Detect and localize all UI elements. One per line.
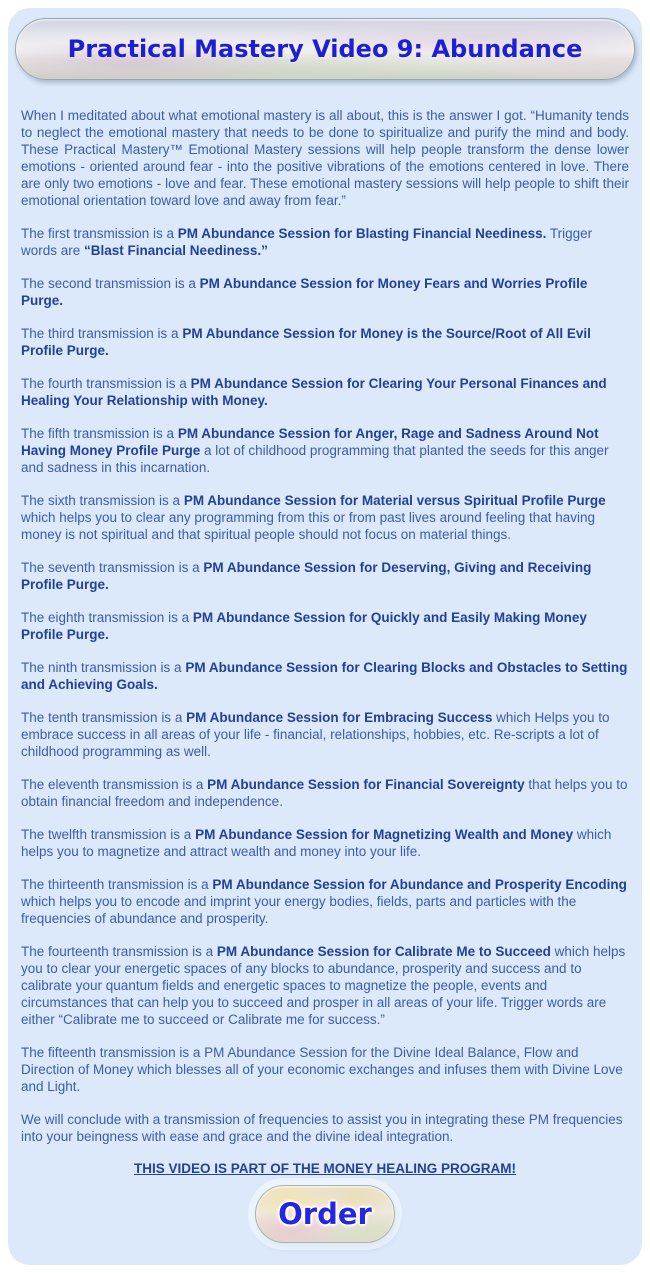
paragraph: When I meditated about what emotional mastery is all about, this is the answer I got. “Humanity tends to neglect the emotional mastery that needs to be done to spiritualize and purify the mind and body. These Practical Mastery™ Emotional Mastery sessions will help people transform the dense lower emotions - oriented around fear - into the positive vibrations of the emotions centered in love. There are only two emotions - love and fear. These emotional mastery sessions will help people to shift their emotional orientation toward love and away from fear.” [21,108,629,208]
paragraph: The thirteenth transmission is a PM Abundance Session for Abundance and Prosperity Encoding which helps you to encode and imprint your energy bodies, fields, parts and particles with the frequencies of abundance and prosperity. [21,877,627,926]
paragraph: We will conclude with a transmission of frequencies to assist you in integrating these PM frequencies into your beingness with ease and grace and the divine ideal integration. [21,1112,623,1144]
header-banner [15,18,635,80]
paragraph: The second transmission is a PM Abundance Session for Money Fears and Worries Profile Purge. [21,276,588,308]
paragraph: The eleventh transmission is a PM Abundance Session for Financial Sovereignty that helps you to obtain financial freedom and independence. [21,777,628,809]
content-card [8,8,642,1265]
order-button[interactable] [255,1185,395,1243]
program-notice: THIS VIDEO IS PART OF THE MONEY HEALING PROGRAM! [133,1161,517,1176]
paragraph: The fifteenth transmission is a PM Abundance Session for the Divine Ideal Balance, Flow and Direction of Money which blesses all of your economic exchanges and infuses them with Divine Love and Light. [21,1045,623,1094]
page-title: Practical Mastery Video 9: Abundance [67,35,583,63]
body-paragraphs [8,80,642,1145]
paragraph: The ninth transmission is a PM Abundance Session for Clearing Blocks and Obstacles to Setting and Achieving Goals. [21,660,628,692]
paragraph: The eighth transmission is a PM Abundance Session for Quickly and Easily Making Money Profile Purge. [21,610,587,642]
order-row [8,1185,642,1243]
paragraph: The fourth transmission is a PM Abundance Session for Clearing Your Personal Finances and Healing Your Relationship with Money. [21,376,607,408]
paragraph: The seventh transmission is a PM Abundance Session for Deserving, Giving and Receiving Profile Purge. [21,560,592,592]
paragraph: The tenth transmission is a PM Abundance Session for Embracing Success which Helps you to embrace success in all areas of your life - financial, relationships, hobbies, etc. Re-scripts a lot of childhood programming as well. [21,710,610,759]
paragraph: The fifth transmission is a PM Abundance Session for Anger, Rage and Sadness Around Not Having Money Profile Purge a lot of childhood programming that planted the seeds for this anger and sadness in this incarnation. [21,426,609,475]
paragraph: The first transmission is a PM Abundance Session for Blasting Financial Neediness. Trigger words are “Blast Financial Neediness.” [21,226,593,258]
paragraph: The fourteenth transmission is a PM Abundance Session for Calibrate Me to Succeed which helps you to clear your energetic spaces of any blocks to abundance, prosperity and success and to calibrate your quantum fields and energetic spaces to magnetize the people, events and circumstances that can help you to succeed and prosper in all areas of your life. Trigger words are either “Calibrate me to succeed or Calibrate me for success.” [21,944,626,1027]
order-button-label: Order [278,1197,372,1231]
paragraph: The third transmission is a PM Abundance Session for Money is the Source/Root of All Evil Profile Purge. [21,326,591,358]
paragraph: The twelfth transmission is a PM Abundance Session for Magnetizing Wealth and Money which helps you to magnetize and attract wealth and money into your life. [21,827,612,859]
paragraph: The sixth transmission is a PM Abundance Session for Material versus Spiritual Profile Purge which helps you to clear any programming from this or from past lives around feeling that having money is not spiritual and that spiritual people should not focus on material things. [21,493,606,542]
